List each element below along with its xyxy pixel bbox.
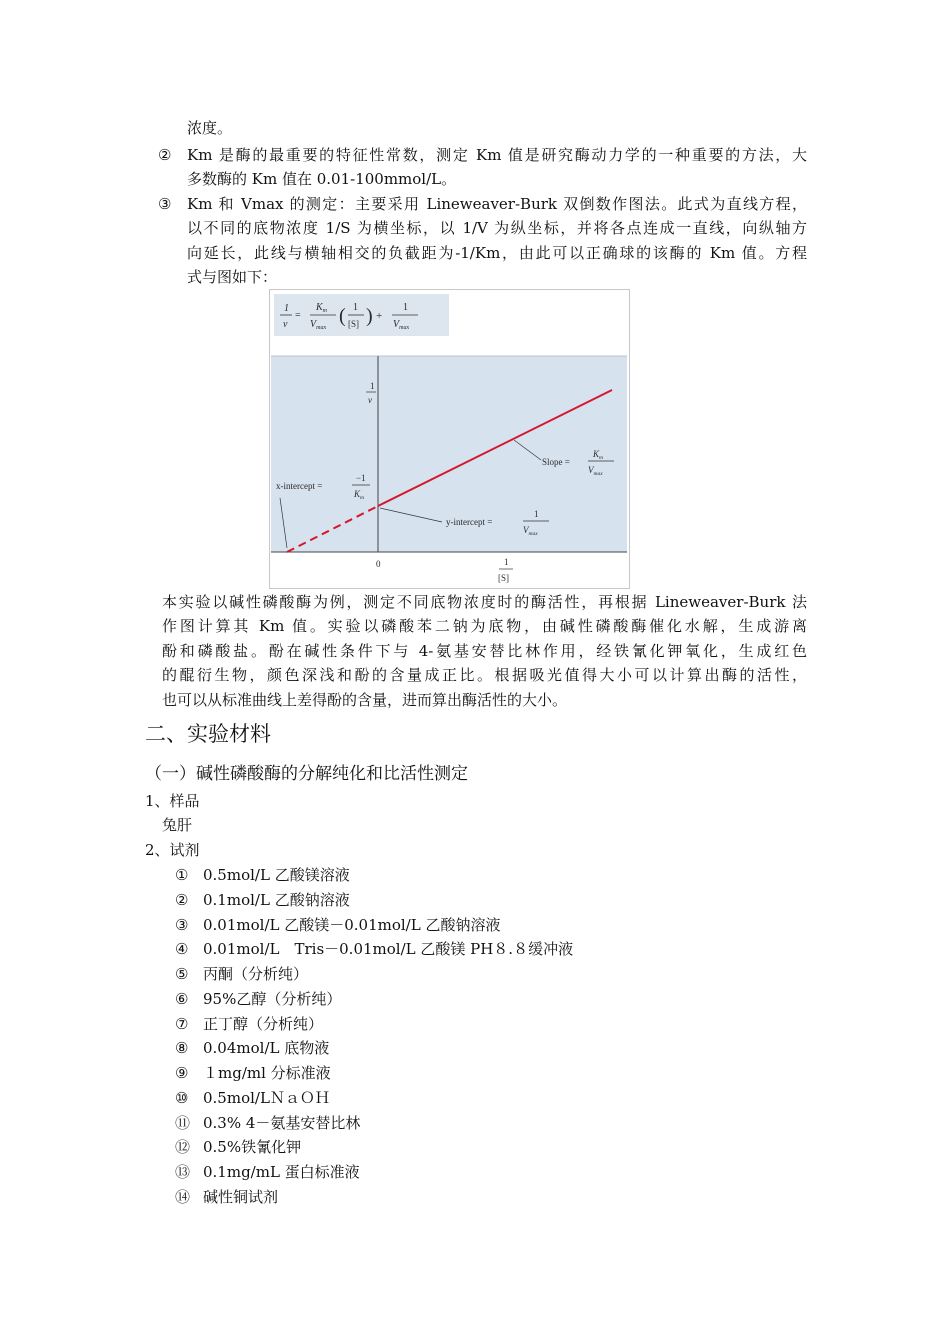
reagent-item: １mg/ml 分标准液 <box>203 1064 331 1082</box>
reagent-marker: ⑦ <box>175 1015 189 1033</box>
reagent-item: 0.3% 4－氨基安替比林 <box>203 1114 361 1132</box>
reagent-marker: ④ <box>175 940 189 958</box>
subsection-heading: （一）碱性磷酸酶的分解纯化和比活性测定 <box>145 764 468 784</box>
intro-continuation: 浓度。 <box>187 119 233 137</box>
x-intercept-num: −1 <box>356 473 366 483</box>
reagent-item: 0.01mol/L 乙酸镁－0.01mol/L 乙酸钠溶液 <box>203 916 501 934</box>
eq-paren-close: ) <box>366 305 373 327</box>
list-marker-3: ③ <box>158 195 172 213</box>
lineweaver-burk-figure <box>269 289 630 589</box>
origin-label: 0 <box>376 559 381 569</box>
body-line-3: 酚和磷酸盐。酚在碱性条件下与 4-氨基安替比林作用，经铁氰化钾氧化，生成红色 <box>162 642 807 660</box>
reagent-item: 0.01mol/L Tris－0.01mol/L 乙酸镁 PH８.８缓冲液 <box>203 940 574 958</box>
reagent-marker: ⑫ <box>175 1138 191 1156</box>
x-axis-label-den: [S] <box>498 573 509 583</box>
y-intercept-num: 1 <box>534 509 539 519</box>
eq-equals: = <box>295 310 301 321</box>
item3-line-2: 以不同的底物浓度 1/S 为横坐标，以 1/V 为纵坐标，并将各点连成一直线，向纵轴方 <box>187 219 807 237</box>
reagent-marker: ② <box>175 891 189 909</box>
section-heading: 二、实验材料 <box>145 722 271 746</box>
eq-s-num: 1 <box>353 302 358 313</box>
reagent-item: 0.1mol/L 乙酸钠溶液 <box>203 891 350 909</box>
reagent-marker: ⑧ <box>175 1039 189 1057</box>
reagent-marker: ⑥ <box>175 990 189 1008</box>
eq-c-num: 1 <box>403 302 408 313</box>
eq-vmax: $V_{max}$ <box>310 319 327 331</box>
item2-line-2: 多数酶的 Km 值在 0.01-100mmol/L。 <box>187 170 457 188</box>
body-line-2: 作图计算其 Km 值。实验以磷酸苯二钠为底物，由碱性磷酸酶催化水解，生成游离 <box>162 617 807 635</box>
list-marker-2: ② <box>158 146 172 164</box>
eq-vmax-2: $V_{max}$ <box>393 319 410 331</box>
body-line-4: 的醌衍生物，颜色深浅和酚的含量成正比。根据吸光值得大小可以计算出酶的活性， <box>162 666 807 684</box>
x-axis-label-num: 1 <box>504 557 509 567</box>
sample-value: 兔肝 <box>162 816 193 834</box>
eq-plus: + <box>376 310 383 322</box>
slope-vmax: $V_{max}$ <box>588 465 603 477</box>
reagent-item: 0.04mol/L 底物液 <box>203 1039 330 1057</box>
eq-lhs-den: v <box>283 319 288 330</box>
reagent-marker: ⑨ <box>175 1064 189 1082</box>
item3-line-4: 式与图如下： <box>187 268 278 286</box>
x-intercept-km: $K_m$ <box>354 489 364 501</box>
reagents-title: 2、试剂 <box>145 841 200 859</box>
item3-line-3: 向延长，此线与横轴相交的负截距为-1/Km，由此可以正确球的该酶的 Km 值。方程 <box>187 244 807 262</box>
item3-line-1: Km 和 Vmax 的测定：主要采用 Lineweaver-Burk 双倒数作图法。此式为直线方程， <box>187 195 807 213</box>
reagent-item: 0.5mol/LＮａＯＨ <box>203 1089 330 1107</box>
y-intercept-label: y-intercept = <box>446 517 493 527</box>
y-axis-label-num: 1 <box>370 381 375 391</box>
reagent-marker: ⑤ <box>175 965 189 983</box>
sample-title: 1、样品 <box>145 792 200 810</box>
reagent-marker: ⑭ <box>175 1188 191 1206</box>
y-axis-label-den: v <box>368 395 372 405</box>
reagent-marker: ⑩ <box>175 1089 189 1107</box>
reagent-marker: ① <box>175 866 189 884</box>
item2-line-1: Km 是酶的最重要的特征性常数，测定 Km 值是研究酶动力学的一种重要的方法，大 <box>187 146 807 164</box>
reagent-marker: ③ <box>175 916 189 934</box>
eq-lhs-num: 1 <box>284 303 289 314</box>
reagent-marker: ⑬ <box>175 1163 191 1181</box>
reagent-item: 0.5mol/L 乙酸镁溶液 <box>203 866 350 884</box>
body-line-1: 本实验以碱性磷酸酶为例，测定不同底物浓度时的酶活性，再根据 Lineweaver-Burk 法 <box>162 593 807 611</box>
reagent-marker: ⑪ <box>175 1114 191 1132</box>
eq-km: $K_m$ <box>316 302 328 314</box>
body-line-5: 也可以从标准曲线上差得酚的含量，进而算出酶活性的大小。 <box>162 691 568 709</box>
reagent-item: 95%乙醇（分析纯） <box>203 990 342 1008</box>
x-intercept-label: x-intercept = <box>276 481 323 491</box>
reagent-item: 正丁醇（分析纯） <box>203 1015 324 1033</box>
reagent-item: 碱性铜试剂 <box>203 1188 279 1206</box>
slope-label: Slope = <box>542 457 570 467</box>
reagent-item: 0.1mg/mL 蛋白标准液 <box>203 1163 360 1181</box>
reagent-item: 0.5%铁氰化钾 <box>203 1138 302 1156</box>
slope-km: $K_m$ <box>593 449 603 461</box>
lineweaver-burk-svg <box>270 290 629 588</box>
y-intercept-vmax: $V_{max}$ <box>523 525 538 537</box>
eq-s-den: [S] <box>348 319 359 329</box>
eq-paren-open: ( <box>339 305 346 327</box>
reagent-item: 丙酮（分析纯） <box>203 965 309 983</box>
